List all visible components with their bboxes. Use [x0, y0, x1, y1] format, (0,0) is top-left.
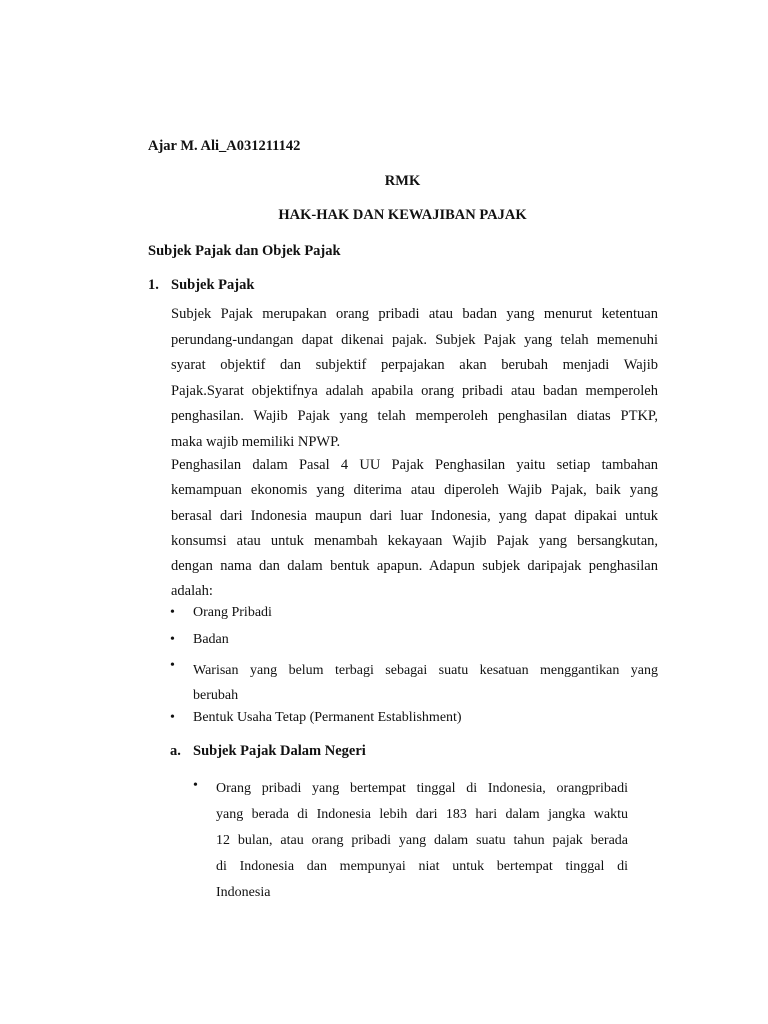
text-line: konsumsi atau untuk menambah kekayaan Wajib Pajak yang bersangkutan, [171, 532, 658, 549]
rmk-heading: RMK [384, 173, 421, 189]
list-item-text: Badan [193, 632, 229, 647]
paragraph-penghasilan [171, 453, 658, 605]
text-line: berubah [193, 688, 239, 703]
text-line: syarat objektif dan subjektif perpajakan akan berubah menjadi Wajib [171, 357, 658, 373]
section-heading: Subjek Pajak dan Objek Pajak [148, 243, 341, 259]
text-line: dengan nama dan dalam bentuk apapun. Adapun subjek daripajak penghasilan [171, 558, 658, 575]
item-heading: Subjek Pajak [171, 277, 255, 293]
item-number: 1. [148, 277, 159, 293]
text-line: yang berada di Indonesia lebih dari 183 hari dalam jangka waktu [216, 807, 628, 822]
text-line: Subjek Pajak merupakan orang pribadi atau badan yang menurut ketentuan [171, 306, 658, 322]
subsection-letter: a. [170, 743, 181, 759]
list-item-text: Bentuk Usaha Tetap (Permanent Establishment) [193, 710, 462, 725]
bullet-marker: • [193, 778, 198, 793]
text-line: perundang-undangan dapat dikenai pajak. Subjek Pajak yang telah memenuhi [171, 331, 658, 348]
text-line: Pajak.Syarat objektifnya adalah apabila orang pribadi atau badan memperoleh [171, 382, 658, 399]
bullet-marker: • [170, 632, 175, 647]
subsection-heading: Subjek Pajak Dalam Negeri [193, 743, 366, 759]
bullet-marker: • [170, 710, 175, 725]
paragraph-subjek-pajak [171, 302, 658, 455]
text-line: Indonesia [216, 885, 271, 900]
list-item-text [193, 658, 658, 708]
text-line: kemampuan ekonomis yang diterima atau diperoleh Wajib Pajak, baik yang [171, 482, 658, 499]
text-line: adalah: [171, 583, 213, 600]
text-line: Warisan yang belum terbagi sebagai suatu kesatuan menggantikan yang [193, 663, 658, 678]
text-line: penghasilan. Wajib Pajak yang telah memperoleh penghasilan diatas PTKP, [171, 408, 658, 424]
text-line: di Indonesia dan mempunyai niat untuk bertempat tinggal di [216, 859, 628, 874]
text-line: maka wajib memiliki NPWP. [171, 433, 341, 450]
text-line: Orang pribadi yang bertempat tinggal di Indonesia, orangpribadi [216, 781, 628, 796]
text-line: berasal dari Indonesia maupun dari luar Indonesia, yang dapat dipakai untuk [171, 507, 658, 524]
text-line: Penghasilan dalam Pasal 4 UU Pajak Penghasilan yaitu setiap tambahan [171, 457, 658, 473]
text-line: 12 bulan, atau orang pribadi yang dalam suatu tahun pajak berada [216, 833, 628, 848]
bullet-marker: • [170, 658, 175, 673]
document-title: HAK-HAK DAN KEWAJIBAN PAJAK [278, 207, 527, 223]
author-line: Ajar M. Ali_A031211142 [148, 138, 301, 154]
paragraph-dalam-negeri [216, 776, 628, 906]
list-item-text: Orang Pribadi [193, 605, 272, 620]
bullet-marker: • [170, 605, 175, 620]
